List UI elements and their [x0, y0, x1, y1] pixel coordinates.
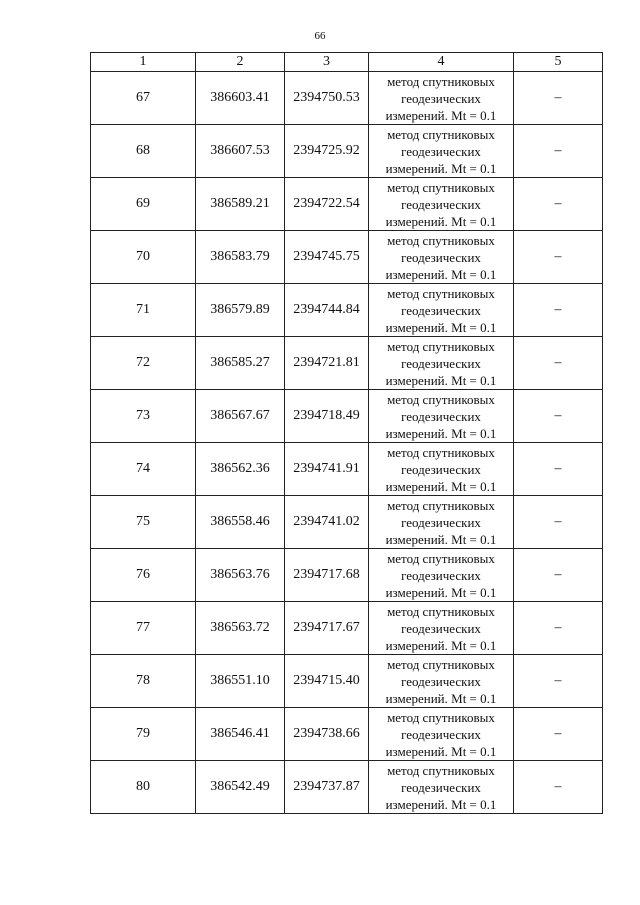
method-line-3: измерений. Mt = 0.1	[385, 584, 497, 600]
note-cell: –	[514, 390, 603, 443]
method-description	[369, 761, 514, 814]
coordinates-table	[90, 52, 603, 814]
coordinate-x: 386603.41	[196, 72, 285, 125]
method-line-1: метод спутниковых	[387, 709, 495, 725]
coordinate-y: 2394717.68	[285, 549, 369, 602]
method-description	[369, 178, 514, 231]
method-line-1: метод спутниковых	[387, 126, 495, 142]
column-header-1: 1	[91, 53, 196, 72]
method-line-1: метод спутниковых	[387, 179, 495, 195]
method-description	[369, 496, 514, 549]
method-line-2: геодезических	[401, 143, 481, 159]
method-description	[369, 708, 514, 761]
note-cell: –	[514, 549, 603, 602]
column-header-5: 5	[514, 53, 603, 72]
method-description	[369, 72, 514, 125]
table-row	[91, 178, 603, 231]
note-cell: –	[514, 708, 603, 761]
table-row	[91, 337, 603, 390]
note-cell: –	[514, 284, 603, 337]
method-line-2: геодезических	[401, 249, 481, 265]
method-line-1: метод спутниковых	[387, 444, 495, 460]
method-line-2: геодезических	[401, 196, 481, 212]
coordinate-x: 386607.53	[196, 125, 285, 178]
coordinate-x: 386546.41	[196, 708, 285, 761]
method-line-1: метод спутниковых	[387, 656, 495, 672]
method-line-1: метод спутниковых	[387, 497, 495, 513]
method-line-3: измерений. Mt = 0.1	[385, 213, 497, 229]
page-number: 66	[314, 30, 326, 42]
point-number: 71	[91, 284, 196, 337]
method-line-2: геодезических	[401, 673, 481, 689]
point-number: 67	[91, 72, 196, 125]
point-number: 75	[91, 496, 196, 549]
coordinate-y: 2394750.53	[285, 72, 369, 125]
coordinate-y: 2394741.02	[285, 496, 369, 549]
point-number: 79	[91, 708, 196, 761]
note-cell: –	[514, 602, 603, 655]
table-row	[91, 125, 603, 178]
table-header-row	[91, 53, 603, 72]
method-line-2: геодезических	[401, 514, 481, 530]
table-row	[91, 655, 603, 708]
table-row	[91, 72, 603, 125]
method-line-3: измерений. Mt = 0.1	[385, 160, 497, 176]
coordinate-y: 2394718.49	[285, 390, 369, 443]
point-number: 73	[91, 390, 196, 443]
coordinate-x: 386579.89	[196, 284, 285, 337]
method-description	[369, 655, 514, 708]
method-line-3: измерений. Mt = 0.1	[385, 266, 497, 282]
method-line-3: измерений. Mt = 0.1	[385, 637, 497, 653]
note-cell: –	[514, 178, 603, 231]
method-description	[369, 284, 514, 337]
table-row	[91, 708, 603, 761]
note-cell: –	[514, 231, 603, 284]
method-line-2: геодезических	[401, 90, 481, 106]
coordinate-y: 2394744.84	[285, 284, 369, 337]
coordinate-y: 2394741.91	[285, 443, 369, 496]
coordinate-x: 386542.49	[196, 761, 285, 814]
method-line-3: измерений. Mt = 0.1	[385, 425, 497, 441]
coordinate-x: 386567.67	[196, 390, 285, 443]
method-line-2: геодезических	[401, 567, 481, 583]
method-line-1: метод спутниковых	[387, 338, 495, 354]
point-number: 78	[91, 655, 196, 708]
method-line-2: геодезических	[401, 726, 481, 742]
table-row	[91, 390, 603, 443]
method-line-2: геодезических	[401, 302, 481, 318]
coordinate-x: 386551.10	[196, 655, 285, 708]
method-description	[369, 443, 514, 496]
table-row	[91, 231, 603, 284]
coordinate-y: 2394738.66	[285, 708, 369, 761]
method-line-3: измерений. Mt = 0.1	[385, 743, 497, 759]
coordinate-y: 2394721.81	[285, 337, 369, 390]
column-header-3: 3	[285, 53, 369, 72]
table-row	[91, 761, 603, 814]
table-row	[91, 443, 603, 496]
note-cell: –	[514, 443, 603, 496]
coordinate-x: 386563.72	[196, 602, 285, 655]
method-description	[369, 549, 514, 602]
table-row	[91, 284, 603, 337]
method-description	[369, 602, 514, 655]
table-row	[91, 496, 603, 549]
coordinate-x: 386562.36	[196, 443, 285, 496]
method-line-3: измерений. Mt = 0.1	[385, 690, 497, 706]
method-line-3: измерений. Mt = 0.1	[385, 372, 497, 388]
method-line-3: измерений. Mt = 0.1	[385, 319, 497, 335]
method-line-3: измерений. Mt = 0.1	[385, 796, 497, 812]
coordinate-y: 2394717.67	[285, 602, 369, 655]
method-line-2: геодезических	[401, 355, 481, 371]
method-line-3: измерений. Mt = 0.1	[385, 531, 497, 547]
method-description	[369, 390, 514, 443]
method-line-3: измерений. Mt = 0.1	[385, 478, 497, 494]
method-description	[369, 125, 514, 178]
table-row	[91, 602, 603, 655]
method-line-1: метод спутниковых	[387, 550, 495, 566]
method-line-1: метод спутниковых	[387, 73, 495, 89]
coordinate-x: 386558.46	[196, 496, 285, 549]
method-line-2: геодезических	[401, 461, 481, 477]
coordinate-y: 2394725.92	[285, 125, 369, 178]
note-cell: –	[514, 125, 603, 178]
coordinate-x: 386589.21	[196, 178, 285, 231]
coordinate-y: 2394737.87	[285, 761, 369, 814]
method-description	[369, 337, 514, 390]
method-line-1: метод спутниковых	[387, 762, 495, 778]
method-line-1: метод спутниковых	[387, 285, 495, 301]
coordinate-x: 386563.76	[196, 549, 285, 602]
coordinate-y: 2394722.54	[285, 178, 369, 231]
note-cell: –	[514, 655, 603, 708]
method-line-2: геодезических	[401, 779, 481, 795]
point-number: 69	[91, 178, 196, 231]
method-line-1: метод спутниковых	[387, 391, 495, 407]
point-number: 76	[91, 549, 196, 602]
method-description	[369, 231, 514, 284]
table-row	[91, 549, 603, 602]
note-cell: –	[514, 496, 603, 549]
point-number: 77	[91, 602, 196, 655]
point-number: 68	[91, 125, 196, 178]
point-number: 74	[91, 443, 196, 496]
point-number: 80	[91, 761, 196, 814]
coordinate-x: 386583.79	[196, 231, 285, 284]
point-number: 70	[91, 231, 196, 284]
point-number: 72	[91, 337, 196, 390]
coordinate-y: 2394715.40	[285, 655, 369, 708]
method-line-2: геодезических	[401, 408, 481, 424]
note-cell: –	[514, 72, 603, 125]
table-body	[91, 72, 603, 814]
method-line-1: метод спутниковых	[387, 603, 495, 619]
column-header-2: 2	[196, 53, 285, 72]
note-cell: –	[514, 337, 603, 390]
method-line-3: измерений. Mt = 0.1	[385, 107, 497, 123]
method-line-1: метод спутниковых	[387, 232, 495, 248]
coordinate-y: 2394745.75	[285, 231, 369, 284]
coordinate-x: 386585.27	[196, 337, 285, 390]
column-header-4: 4	[369, 53, 514, 72]
method-line-2: геодезических	[401, 620, 481, 636]
note-cell: –	[514, 761, 603, 814]
